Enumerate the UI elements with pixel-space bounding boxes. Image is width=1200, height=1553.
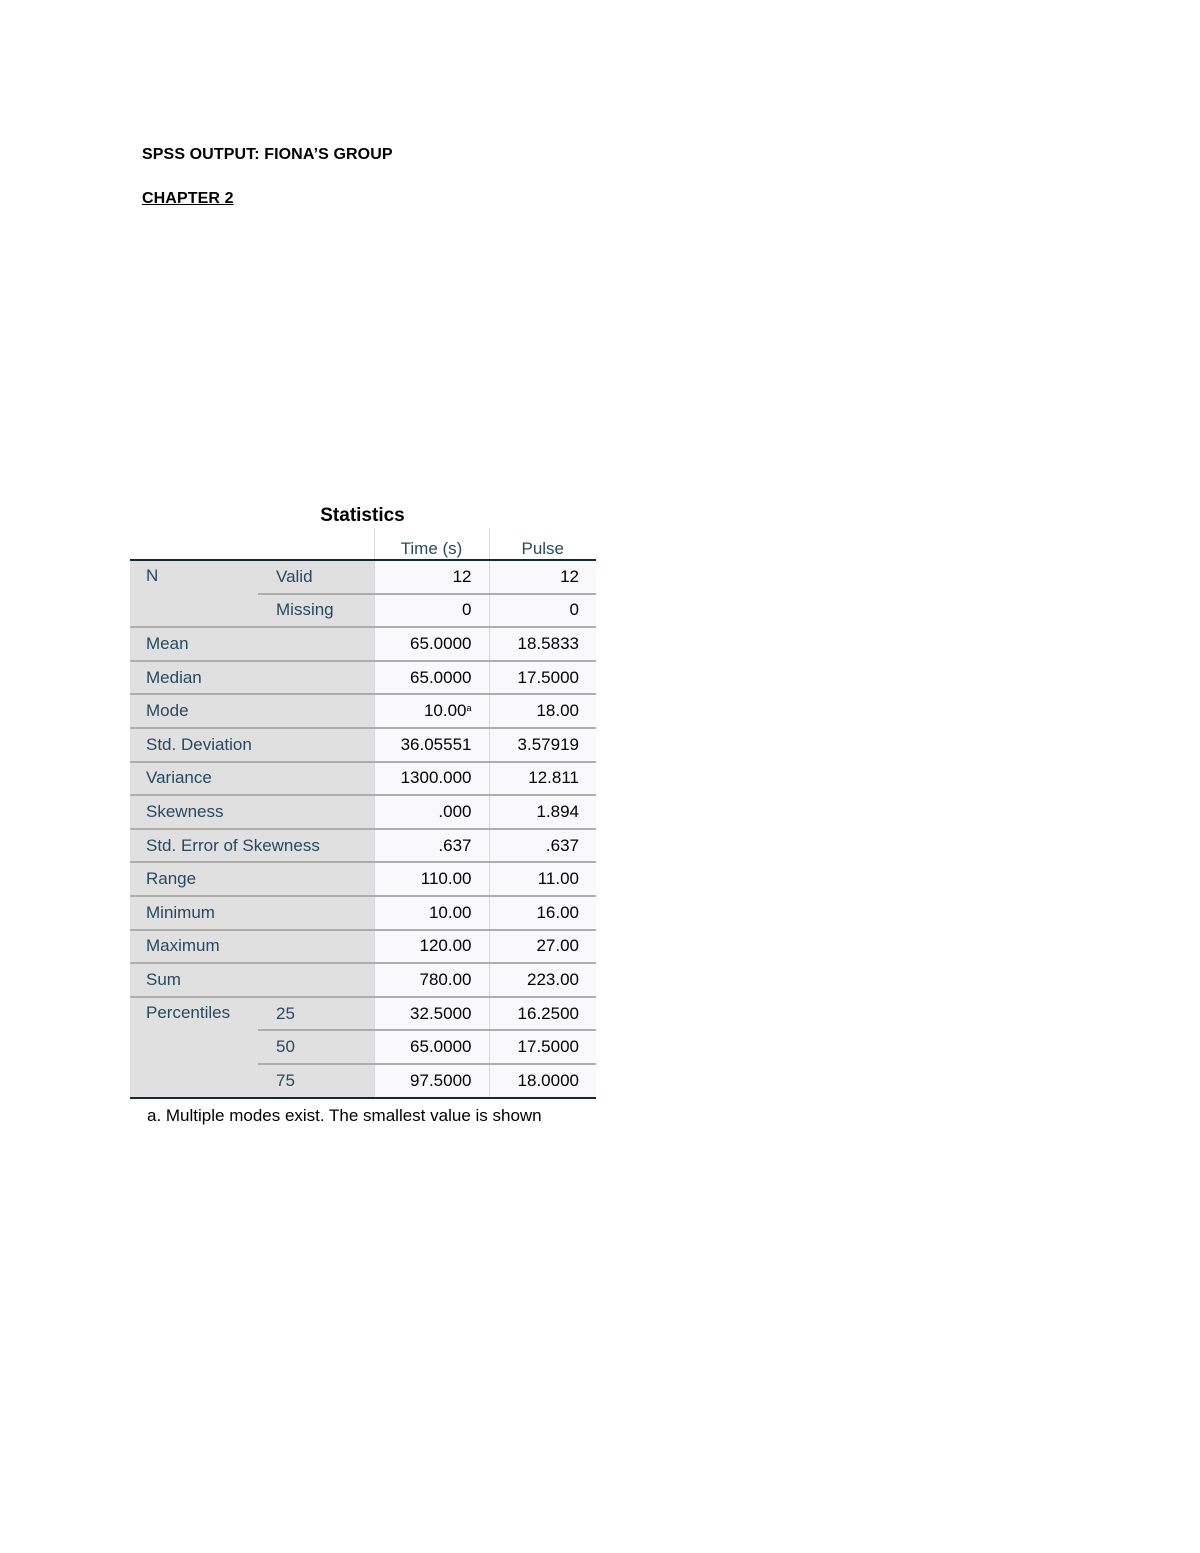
table-cell: 27.00 [489, 930, 596, 964]
table-cell: 12 [489, 560, 596, 594]
table-row [130, 862, 596, 896]
table-row [130, 627, 596, 661]
table-cell [374, 694, 489, 728]
statistics-caption: Statistics [320, 505, 405, 526]
table-cell: 12.811 [489, 762, 596, 796]
row-label: Std. Deviation [130, 728, 374, 762]
table-cell: 17.5000 [489, 1030, 596, 1064]
table-cell: 3.57919 [489, 728, 596, 762]
table-row [130, 728, 596, 762]
table-cell: 97.5000 [374, 1064, 489, 1098]
table-cell: 1300.000 [374, 762, 489, 796]
table-cell: 120.00 [374, 930, 489, 964]
table-cell: 65.0000 [374, 661, 489, 695]
table-cell: 65.0000 [374, 627, 489, 661]
document-title: SPSS OUTPUT: FIONA’S GROUP [142, 146, 393, 163]
table-row [130, 762, 596, 796]
row-label: Median [130, 661, 374, 695]
row-label-p75: 75 [258, 1064, 374, 1098]
table-row [130, 829, 596, 863]
table-footnote: a. Multiple modes exist. The smallest value is shown [147, 1106, 542, 1125]
row-label: Maximum [130, 930, 374, 964]
row-label-p50: 50 [258, 1030, 374, 1064]
statistics-table [130, 528, 596, 1099]
row-label-percentiles: Percentiles [130, 997, 258, 1098]
row-label: Sum [130, 963, 374, 997]
table-cell: 18.5833 [489, 627, 596, 661]
table-cell: 32.5000 [374, 997, 489, 1031]
table-row [130, 997, 596, 1031]
table-cell: 18.0000 [489, 1064, 596, 1098]
row-label: Range [130, 862, 374, 896]
table-cell: 0 [489, 594, 596, 628]
row-label: Variance [130, 762, 374, 796]
row-label-n: N [130, 560, 258, 627]
table-row [130, 930, 596, 964]
corner-cell [130, 528, 374, 560]
table-cell: 36.05551 [374, 728, 489, 762]
row-label: Mode [130, 694, 374, 728]
table-row [130, 795, 596, 829]
col-header-pulse: Pulse [489, 528, 596, 560]
table-cell: 16.00 [489, 896, 596, 930]
table-cell: 223.00 [489, 963, 596, 997]
table-cell: 11.00 [489, 862, 596, 896]
row-label: Mean [130, 627, 374, 661]
footnote-mark: a [466, 703, 472, 714]
table-row [130, 896, 596, 930]
table-cell: 0 [374, 594, 489, 628]
table-cell: 110.00 [374, 862, 489, 896]
table-row [130, 694, 596, 728]
table-cell: 10.00 [374, 896, 489, 930]
table-cell: 65.0000 [374, 1030, 489, 1064]
table-cell: 16.2500 [489, 997, 596, 1031]
table-cell: 12 [374, 560, 489, 594]
table-row [130, 661, 596, 695]
row-label: Skewness [130, 795, 374, 829]
table-cell: 1.894 [489, 795, 596, 829]
table-cell: .000 [374, 795, 489, 829]
mode-value: 10.00 [423, 701, 467, 721]
table-row [130, 963, 596, 997]
row-label: Minimum [130, 896, 374, 930]
table-cell: 17.5000 [489, 661, 596, 695]
row-label-valid: Valid [258, 560, 374, 594]
chapter-heading: CHAPTER 2 [142, 190, 234, 207]
row-label-missing: Missing [258, 594, 374, 628]
table-row [130, 560, 596, 594]
table-cell: 18.00 [489, 694, 596, 728]
table-cell: .637 [374, 829, 489, 863]
row-label: Std. Error of Skewness [130, 829, 374, 863]
row-label-p25: 25 [258, 997, 374, 1031]
table-cell: .637 [489, 829, 596, 863]
col-header-time: Time (s) [374, 528, 489, 560]
table-cell: 780.00 [374, 963, 489, 997]
